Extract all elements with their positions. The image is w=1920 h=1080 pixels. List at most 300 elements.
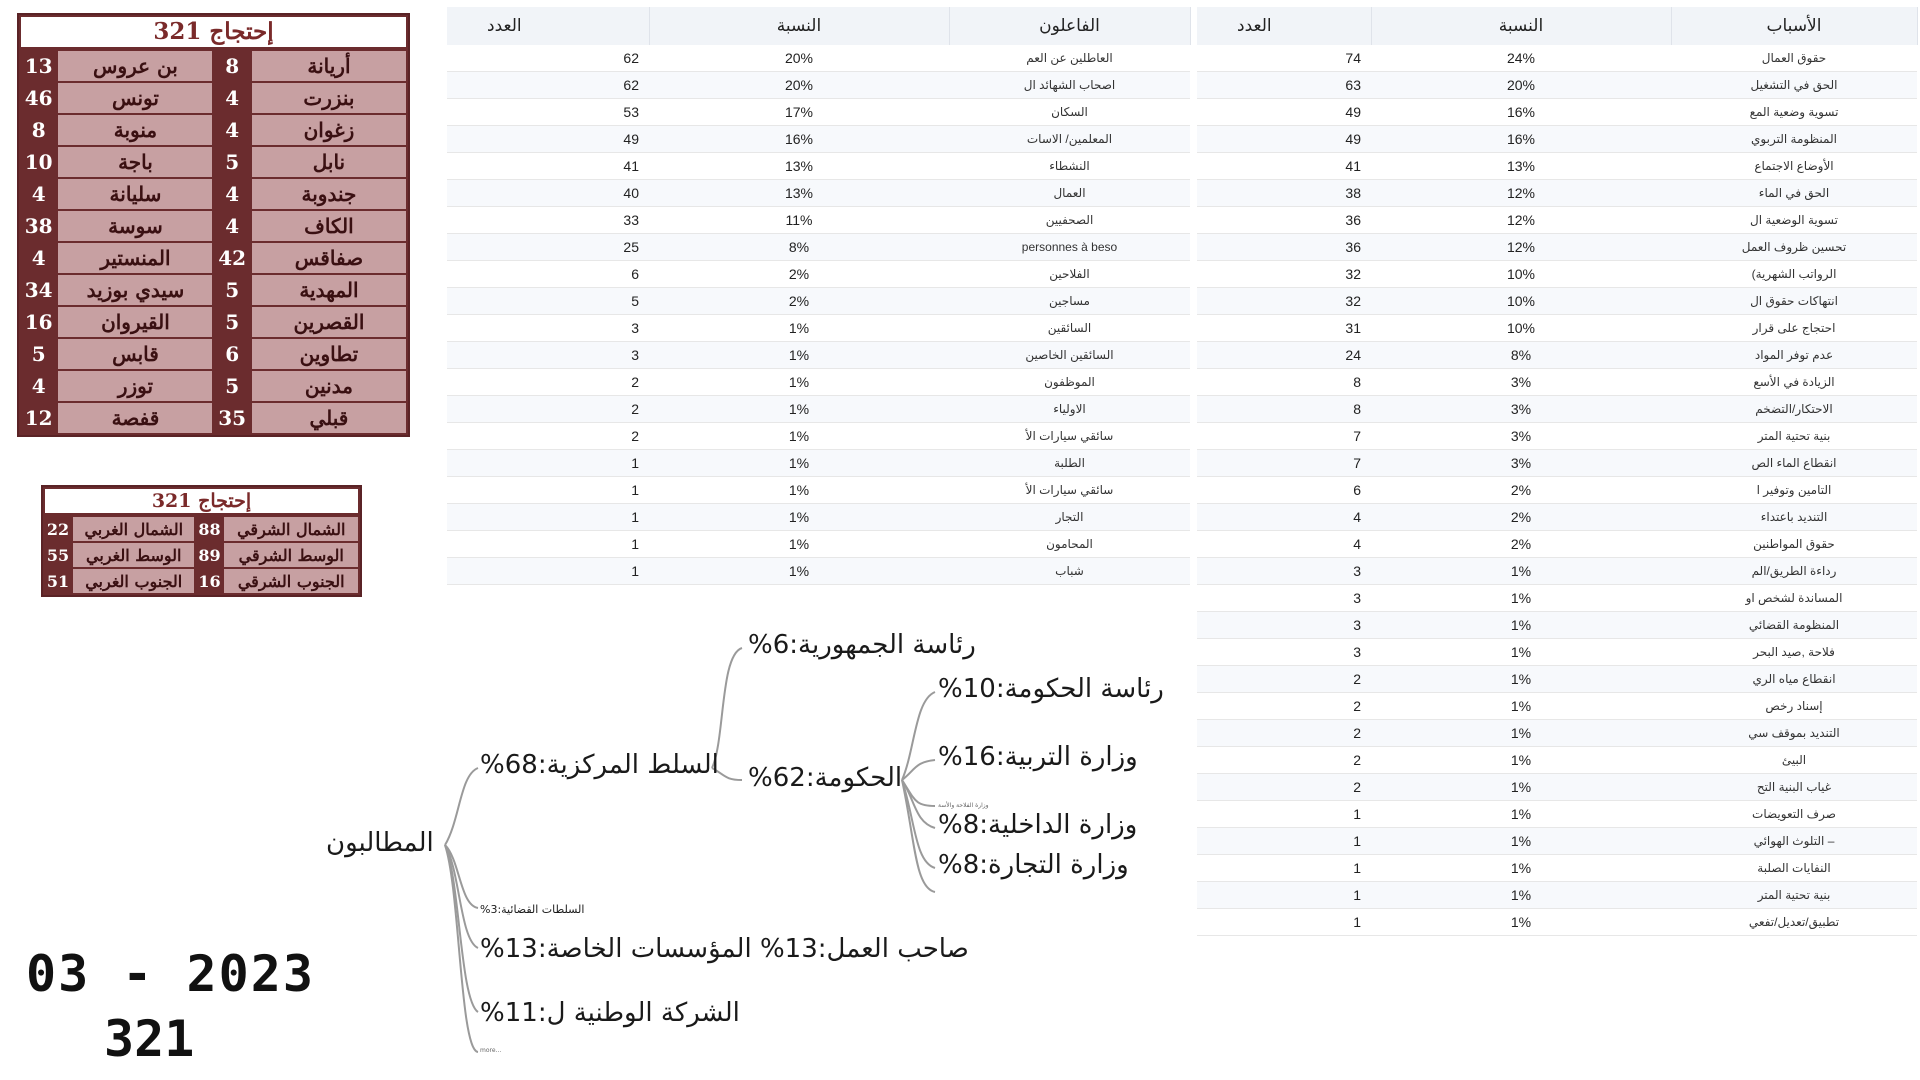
actors-pct-cell: 2%	[649, 261, 949, 288]
actors-count-cell: 41	[447, 153, 649, 180]
reasons-pct-cell: 10%	[1371, 261, 1671, 288]
reasons-pct-cell: 1%	[1371, 909, 1671, 936]
tree-commerce-ministry: وزارة التجارة:8%	[938, 850, 1129, 880]
reasons-label-cell: انقطاع الماء الص	[1671, 450, 1917, 477]
actors-count-cell: 1	[447, 477, 649, 504]
reasons-count-cell: 36	[1197, 207, 1371, 234]
reasons-count-cell: 7	[1197, 450, 1371, 477]
region-count: 55	[46, 545, 70, 565]
governorate-name: مدنين	[252, 371, 406, 401]
reasons-pct-cell: 1%	[1371, 666, 1671, 693]
actors-label-cell: سائقي سيارات الأ	[949, 423, 1190, 450]
actors-label-cell: العمال	[949, 180, 1190, 207]
region-row	[45, 569, 358, 593]
table-row	[1197, 315, 1917, 342]
table-row	[1197, 180, 1917, 207]
actors-pct-cell: 20%	[649, 45, 949, 72]
reasons-count-cell: 2	[1197, 747, 1371, 774]
actors-count-cell: 1	[447, 558, 649, 585]
actors-count-cell: 5	[447, 288, 649, 315]
actors-pct-cell: 20%	[649, 72, 949, 99]
table-row	[447, 396, 1190, 423]
reasons-count-cell: 31	[1197, 315, 1371, 342]
governorate-name: نابل	[252, 147, 406, 177]
governorate-count: 4	[21, 371, 56, 401]
governorate-name: قابس	[58, 339, 212, 369]
reasons-label-cell: حقوق العمال	[1671, 45, 1917, 72]
regions-table	[41, 485, 362, 597]
region-name: الجنوب الغربي	[73, 569, 194, 593]
actors-label-cell: التجار	[949, 504, 1190, 531]
actors-pct-cell: 17%	[649, 99, 949, 126]
table-row	[1197, 585, 1917, 612]
governorate-name: الكاف	[252, 211, 406, 241]
governorate-name: سليانة	[58, 179, 212, 209]
table-row	[1197, 558, 1917, 585]
governorate-count: 5	[21, 339, 56, 369]
table-row	[1197, 855, 1917, 882]
reasons-count-cell: 63	[1197, 72, 1371, 99]
region-count: 88	[198, 519, 221, 539]
region-name: الشمال الغربي	[73, 517, 194, 541]
reasons-pct-cell: 20%	[1371, 72, 1671, 99]
actors-pct-cell: 11%	[649, 207, 949, 234]
actors-count-cell: 3	[447, 315, 649, 342]
table-row	[1197, 477, 1917, 504]
governorate-name: أريانة	[252, 51, 406, 81]
table-row	[447, 45, 1190, 72]
reasons-pct-cell: 3%	[1371, 396, 1671, 423]
table-row	[447, 531, 1190, 558]
reasons-label-cell: غياب البنية التح	[1671, 774, 1917, 801]
governorate-name: المنستير	[58, 243, 212, 273]
reasons-count-cell: 4	[1197, 531, 1371, 558]
tree-root: المطالبون	[326, 828, 434, 858]
actors-count-cell: 40	[447, 180, 649, 207]
governorate-count: 4	[21, 179, 56, 209]
actors-count-cell: 2	[447, 423, 649, 450]
reasons-label-cell: التنديد باعتداء	[1671, 504, 1917, 531]
governorate-count: 35	[214, 403, 249, 433]
table-row	[1197, 828, 1917, 855]
reasons-label-cell: بنية تحتية المتر	[1671, 423, 1917, 450]
governorate-count: 10	[21, 147, 56, 177]
reasons-pct-cell: 1%	[1371, 585, 1671, 612]
table-row	[447, 207, 1190, 234]
table-row	[1197, 693, 1917, 720]
reasons-count-cell: 8	[1197, 369, 1371, 396]
reasons-label-cell: التامين وتوفير ا	[1671, 477, 1917, 504]
reasons-count-cell: 74	[1197, 45, 1371, 72]
region-row	[45, 517, 358, 541]
actors-pct-cell: 1%	[649, 369, 949, 396]
region-row	[45, 543, 358, 567]
actors-table	[447, 7, 1191, 585]
period-label: 03 - 2023	[26, 945, 315, 1003]
total-count: 321	[104, 1010, 195, 1068]
actors-pct-header[interactable]: النسبة	[649, 7, 949, 45]
actors-label-cell: الموظفون	[949, 369, 1190, 396]
governorates-table	[17, 13, 410, 437]
reasons-label-cell: المنظومة التربوي	[1671, 126, 1917, 153]
reasons-count-cell: 36	[1197, 234, 1371, 261]
table-row	[447, 342, 1190, 369]
reasons-label-cell: فلاحة ,صيد البحر	[1671, 639, 1917, 666]
reasons-count-cell: 1	[1197, 882, 1371, 909]
actors-count-cell: 62	[447, 45, 649, 72]
actors-label-cell: personnes à beso	[949, 234, 1190, 261]
table-row	[1197, 774, 1917, 801]
reasons-label-header[interactable]: الأسباب	[1671, 7, 1917, 45]
reasons-label-cell: الأوضاع الاجتماع	[1671, 153, 1917, 180]
reasons-label-cell: إسناد رخص	[1671, 693, 1917, 720]
table-row	[1197, 207, 1917, 234]
governorate-name: تونس	[58, 83, 212, 113]
actors-count-cell: 53	[447, 99, 649, 126]
table-row	[1197, 45, 1917, 72]
reasons-pct-cell: 24%	[1371, 45, 1671, 72]
actors-label-cell: اصحاب الشهائد ال	[949, 72, 1190, 99]
actors-pct-cell: 1%	[649, 558, 949, 585]
governorate-name: سيدي بوزيد	[58, 275, 212, 305]
governorates-title: 321 إحتجاج	[21, 17, 406, 47]
governorate-count: 12	[21, 403, 56, 433]
reasons-label-cell: تحسين ظروف العمل	[1671, 234, 1917, 261]
reasons-count-cell: 32	[1197, 261, 1371, 288]
reasons-count-cell: 4	[1197, 504, 1371, 531]
tree-presidency: رئاسة الجمهورية:6%	[748, 630, 976, 660]
reasons-pct-cell: 1%	[1371, 639, 1671, 666]
table-row	[1197, 666, 1917, 693]
reasons-label-cell: المساندة لشخص او	[1671, 585, 1917, 612]
reasons-label-cell: الزيادة في الأسع	[1671, 369, 1917, 396]
governorate-name: تطاوين	[252, 339, 406, 369]
actors-label-cell: الفلاحين	[949, 261, 1190, 288]
table-row	[1197, 396, 1917, 423]
reasons-label-cell: رداءة الطريق/الم	[1671, 558, 1917, 585]
actors-pct-cell: 1%	[649, 342, 949, 369]
reasons-count-cell: 49	[1197, 126, 1371, 153]
reasons-label-cell: تطبيق/تعديل/تفعي	[1671, 909, 1917, 936]
actors-label-cell: الاولياء	[949, 396, 1190, 423]
governorate-row	[21, 211, 406, 241]
reasons-pct-cell: 2%	[1371, 531, 1671, 558]
tree-prime-ministry: رئاسة الحكومة:10%	[938, 674, 1164, 704]
reasons-pct-cell: 10%	[1371, 288, 1671, 315]
governorate-row	[21, 115, 406, 145]
actors-count-header[interactable]: العدد	[447, 7, 649, 45]
table-row	[1197, 504, 1917, 531]
table-row	[1197, 261, 1917, 288]
governorate-row	[21, 243, 406, 273]
actors-label-cell: المعلمين/ الاسات	[949, 126, 1190, 153]
governorate-name: قفصة	[58, 403, 212, 433]
reasons-pct-cell: 1%	[1371, 720, 1671, 747]
actors-label-cell: النشطاء	[949, 153, 1190, 180]
reasons-count-cell: 2	[1197, 693, 1371, 720]
reasons-label-cell: التنديد بموقف سي	[1671, 720, 1917, 747]
table-row	[1197, 423, 1917, 450]
reasons-pct-cell: 1%	[1371, 612, 1671, 639]
table-row	[1197, 72, 1917, 99]
reasons-count-cell: 32	[1197, 288, 1371, 315]
reasons-label-cell: الحق في الماء	[1671, 180, 1917, 207]
table-row	[1197, 639, 1917, 666]
region-count: 16	[198, 571, 221, 591]
reasons-count-cell: 3	[1197, 558, 1371, 585]
reasons-label-cell: احتجاج على قرار	[1671, 315, 1917, 342]
actors-label-cell: شباب	[949, 558, 1190, 585]
reasons-pct-cell: 12%	[1371, 234, 1671, 261]
table-row	[447, 504, 1190, 531]
reasons-label-cell: الاحتكار/التضخم	[1671, 396, 1917, 423]
table-row	[447, 477, 1190, 504]
reasons-pct-cell: 2%	[1371, 477, 1671, 504]
table-row	[447, 126, 1190, 153]
reasons-pct-cell: 1%	[1371, 693, 1671, 720]
reasons-count-cell: 24	[1197, 342, 1371, 369]
reasons-count-cell: 1	[1197, 801, 1371, 828]
reasons-count-cell: 1	[1197, 855, 1371, 882]
governorate-row	[21, 275, 406, 305]
actors-pct-cell: 1%	[649, 477, 949, 504]
actors-pct-cell: 1%	[649, 531, 949, 558]
reasons-pct-cell: 3%	[1371, 450, 1671, 477]
reasons-pct-cell: 3%	[1371, 423, 1671, 450]
regions-title: 321 إحتجاج	[45, 489, 358, 513]
reasons-count-cell: 38	[1197, 180, 1371, 207]
reasons-count-cell: 2	[1197, 720, 1371, 747]
governorate-row	[21, 83, 406, 113]
governorate-name: المهدية	[252, 275, 406, 305]
regions-grid	[43, 515, 360, 595]
reasons-count-cell: 2	[1197, 666, 1371, 693]
region-name: الجنوب الشرقي	[224, 569, 358, 593]
governorate-name: صفاقس	[252, 243, 406, 273]
reasons-label-cell: الحق في التشغيل	[1671, 72, 1917, 99]
reasons-label-cell: تسوية الوضعية ال	[1671, 207, 1917, 234]
actors-count-cell: 49	[447, 126, 649, 153]
reasons-pct-cell: 8%	[1371, 342, 1671, 369]
table-row	[1197, 612, 1917, 639]
table-row	[1197, 531, 1917, 558]
governorate-count: 8	[21, 115, 56, 145]
table-row	[1197, 747, 1917, 774]
governorate-count: 46	[21, 83, 56, 113]
table-row	[1197, 153, 1917, 180]
governorate-name: توزر	[58, 371, 212, 401]
table-row	[447, 558, 1190, 585]
reasons-pct-cell: 3%	[1371, 369, 1671, 396]
table-row	[447, 180, 1190, 207]
reasons-count-cell: 1	[1197, 909, 1371, 936]
reasons-label-cell: بنية تحتية المتر	[1671, 882, 1917, 909]
reasons-label-cell: تسوية وضعية المع	[1671, 99, 1917, 126]
actors-count-cell: 1	[447, 531, 649, 558]
reasons-label-cell: المنظومة القضائي	[1671, 612, 1917, 639]
actors-pct-cell: 13%	[649, 180, 949, 207]
reasons-label-cell: النفايات الصلبة	[1671, 855, 1917, 882]
governorate-row	[21, 403, 406, 433]
reasons-count-cell: 8	[1197, 396, 1371, 423]
table-row	[1197, 801, 1917, 828]
reasons-count-header[interactable]: العدد	[1197, 7, 1371, 45]
table-row	[447, 153, 1190, 180]
governorate-name: القصرين	[252, 307, 406, 337]
table-row	[447, 369, 1190, 396]
table-row	[447, 99, 1190, 126]
governorates-grid	[19, 49, 408, 435]
table-row	[1197, 126, 1917, 153]
governorate-count: 38	[21, 211, 56, 241]
actors-count-cell: 62	[447, 72, 649, 99]
reasons-label-cell: التلوث الهوائي –	[1671, 828, 1917, 855]
reasons-pct-cell: 1%	[1371, 774, 1671, 801]
governorate-name: زغوان	[252, 115, 406, 145]
governorate-name: القيروان	[58, 307, 212, 337]
table-row	[447, 315, 1190, 342]
reasons-pct-cell: 1%	[1371, 747, 1671, 774]
reasons-count-cell: 2	[1197, 774, 1371, 801]
governorate-row	[21, 51, 406, 81]
reasons-pct-cell: 13%	[1371, 153, 1671, 180]
actors-pct-cell: 1%	[649, 396, 949, 423]
reasons-label-cell: (الرواتب الشهرية	[1671, 261, 1917, 288]
reasons-pct-cell: 16%	[1371, 99, 1671, 126]
governorate-count: 8	[214, 51, 249, 81]
actors-label-cell: الصحفيين	[949, 207, 1190, 234]
governorate-name: قبلي	[252, 403, 406, 433]
actors-pct-cell: 16%	[649, 126, 949, 153]
reasons-pct-cell: 1%	[1371, 828, 1671, 855]
reasons-pct-cell: 10%	[1371, 315, 1671, 342]
governorate-count: 4	[214, 115, 249, 145]
governorate-row	[21, 307, 406, 337]
reasons-label-cell: عدم توفر المواد	[1671, 342, 1917, 369]
region-count: 22	[46, 519, 70, 539]
reasons-count-cell: 49	[1197, 99, 1371, 126]
actors-count-cell: 2	[447, 369, 649, 396]
reasons-count-cell: 1	[1197, 828, 1371, 855]
governorate-row	[21, 147, 406, 177]
actors-label-cell: العاطلين عن العم	[949, 45, 1190, 72]
governorate-count: 5	[214, 275, 249, 305]
table-row	[447, 72, 1190, 99]
actors-pct-cell: 2%	[649, 288, 949, 315]
reasons-pct-cell: 1%	[1371, 882, 1671, 909]
actors-label-cell: سائقي سيارات الأ	[949, 477, 1190, 504]
governorate-count: 13	[21, 51, 56, 81]
reasons-count-cell: 7	[1197, 423, 1371, 450]
region-count: 51	[46, 571, 70, 591]
tree-interior-ministry: وزارة الداخلية:8%	[938, 810, 1138, 840]
reasons-pct-cell: 12%	[1371, 207, 1671, 234]
actors-count-cell: 2	[447, 396, 649, 423]
actors-pct-cell: 1%	[649, 315, 949, 342]
actors-label-cell: المحامون	[949, 531, 1190, 558]
reasons-pct-cell: 12%	[1371, 180, 1671, 207]
actors-label-cell: الطلبة	[949, 450, 1190, 477]
actors-pct-cell: 1%	[649, 423, 949, 450]
tree-judicial: السلطات القضائية:3%	[480, 903, 585, 916]
governorate-name: باجة	[58, 147, 212, 177]
reasons-pct-cell: 2%	[1371, 504, 1671, 531]
table-row	[447, 261, 1190, 288]
tree-more: ...more	[480, 1047, 502, 1054]
governorate-row	[21, 339, 406, 369]
governorate-count: 4	[21, 243, 56, 273]
actors-label-cell: السائقين الخاصين	[949, 342, 1190, 369]
tree-central-authorities: السلط المركزية:68%	[480, 750, 719, 780]
reasons-pct-cell: 1%	[1371, 801, 1671, 828]
actors-pct-cell: 1%	[649, 450, 949, 477]
actors-label-header[interactable]: الفاعلون	[949, 7, 1190, 45]
table-row	[447, 234, 1190, 261]
table-row	[447, 288, 1190, 315]
table-row	[1197, 234, 1917, 261]
tree-government: الحكومة:62%	[748, 763, 903, 793]
governorate-name: منوبة	[58, 115, 212, 145]
governorate-count: 5	[214, 371, 249, 401]
table-row	[1197, 288, 1917, 315]
governorate-count: 4	[214, 211, 249, 241]
reasons-count-cell: 3	[1197, 639, 1371, 666]
actors-pct-cell: 1%	[649, 504, 949, 531]
governorate-count: 34	[21, 275, 56, 305]
actors-label-cell: السائقين	[949, 315, 1190, 342]
table-row	[447, 423, 1190, 450]
tree-education-ministry: وزارة التربية:16%	[938, 742, 1138, 772]
actors-count-cell: 1	[447, 504, 649, 531]
actors-count-cell: 25	[447, 234, 649, 261]
table-row	[447, 450, 1190, 477]
actors-pct-cell: 13%	[649, 153, 949, 180]
actors-label-cell: السكان	[949, 99, 1190, 126]
actors-label-cell: مساجين	[949, 288, 1190, 315]
table-row	[1197, 720, 1917, 747]
table-row	[1197, 882, 1917, 909]
tree-employer: صاحب العمل:13% المؤسسات الخاصة:13%	[480, 934, 969, 964]
reasons-pct-header[interactable]: النسبة	[1371, 7, 1671, 45]
reasons-label-cell: البيئ	[1671, 747, 1917, 774]
reasons-count-cell: 6	[1197, 477, 1371, 504]
actors-pct-cell: 8%	[649, 234, 949, 261]
reasons-pct-cell: 1%	[1371, 855, 1671, 882]
table-row	[1197, 909, 1917, 936]
reasons-count-cell: 3	[1197, 612, 1371, 639]
governorate-count: 4	[214, 179, 249, 209]
reasons-pct-cell: 16%	[1371, 126, 1671, 153]
region-name: الشمال الشرقي	[224, 517, 358, 541]
table-row	[1197, 450, 1917, 477]
reasons-label-cell: صرف التعويضات	[1671, 801, 1917, 828]
governorate-count: 5	[214, 307, 249, 337]
tree-national-company: الشركة الوطنية ل:11%	[480, 998, 740, 1028]
reasons-count-cell: 3	[1197, 585, 1371, 612]
reasons-label-cell: حقوق المواطنين	[1671, 531, 1917, 558]
region-name: الوسط الغربي	[73, 543, 194, 567]
reasons-table	[1197, 7, 1918, 936]
table-row	[1197, 369, 1917, 396]
actors-count-cell: 1	[447, 450, 649, 477]
table-row	[1197, 342, 1917, 369]
region-count: 89	[198, 545, 221, 565]
governorate-count: 5	[214, 147, 249, 177]
region-name: الوسط الشرقي	[224, 543, 358, 567]
reasons-label-cell: انتهاكات حقوق ال	[1671, 288, 1917, 315]
actors-count-cell: 3	[447, 342, 649, 369]
governorate-count: 16	[21, 307, 56, 337]
